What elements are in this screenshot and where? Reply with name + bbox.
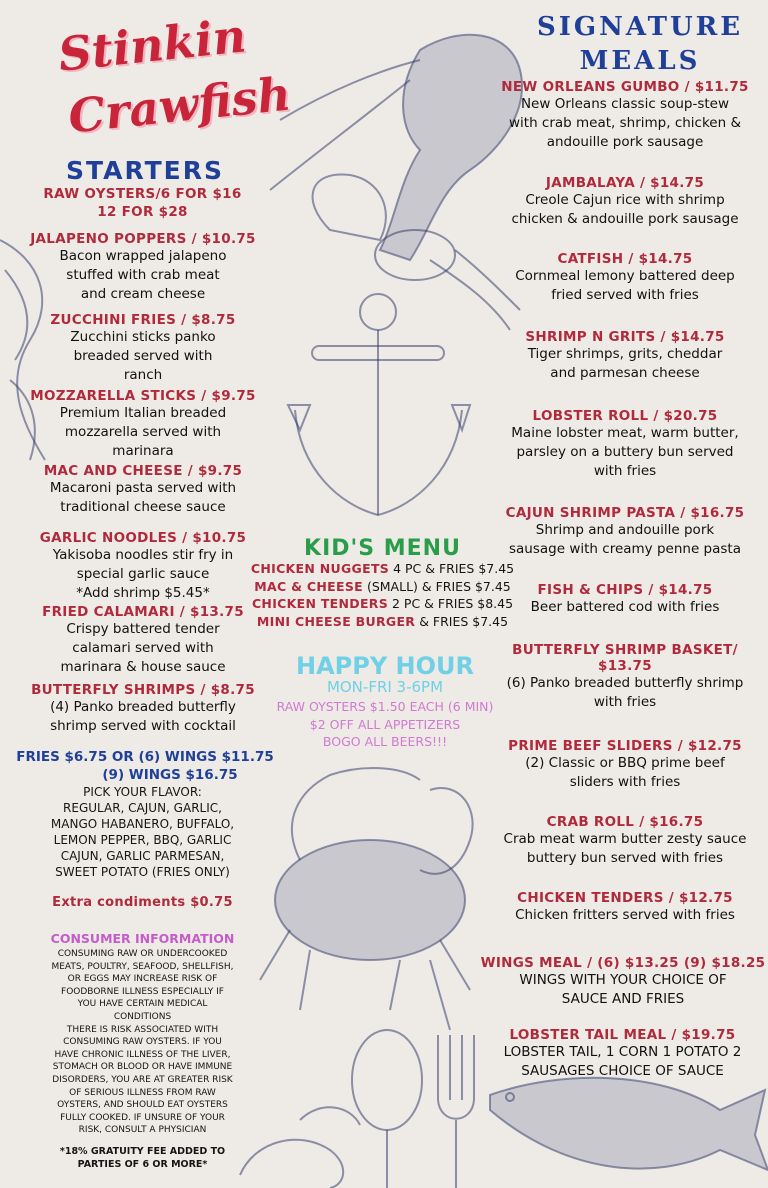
kids-menu-heading: KID'S MENU [304,536,461,561]
meal-lobster-roll [490,408,760,481]
starters-heading: STARTERS [66,156,224,185]
kids-item [240,595,525,613]
item-desc: stuffed with crab meat [66,267,220,283]
consumer-line: OR EGGS MAY INCREASE RISK OF [67,974,218,985]
fries-wings-line2: (9) WINGS $16.75 [102,767,238,783]
gratuity-line: PARTIES OF 6 OR MORE* [77,1159,208,1170]
crab-icon [260,768,473,1030]
item-title: BUTTERFLY SHRIMPS / $8.75 [31,682,255,698]
item-desc: New Orleans classic soup-stew [520,96,730,112]
item-title: LOBSTER TAIL MEAL / $19.75 [509,1027,736,1043]
item-desc: Macaroni pasta served with [49,480,237,496]
item-desc: sliders with fries [569,774,681,790]
kids-item-name: CHICKEN TENDERS [251,596,389,611]
consumer-info-heading: CONSUMER INFORMATION [50,931,235,946]
item-desc: Creole Cajun rice with shrimp [525,192,725,208]
consumer-line: CONSUMING RAW OR UNDERCOOKED [57,949,228,959]
consumer-line: STOMACH OR BLOOD OR HAVE IMMUNE [52,1062,233,1073]
item-title: PRIME BEEF SLIDERS / $12.75 [508,738,742,754]
meal-wings [478,955,768,1009]
kids-item-price: (SMALL) & FRIES $7.45 [362,578,511,594]
happy-hour-deal: RAW OYSTERS $1.50 EACH (6 MIN) [276,699,494,714]
consumer-line: HAVE CHRONIC ILLNESS OF THE LIVER, [54,1049,231,1060]
item-title: FRIED CALAMARI / $13.75 [42,604,244,620]
consumer-info-text [10,948,275,1137]
flavor-line: LEMON PEPPER, BBQ, GARLIC [53,833,232,847]
consumer-line: THERE IS RISK ASSOCIATED WITH [66,1024,219,1035]
kids-item-name: MINI CHEESE BURGER [256,613,416,629]
brand-logo-line2: Crawfish [65,66,294,144]
meal-catfish [490,251,760,305]
item-desc: parsley on a buttery bun served [516,444,734,460]
starter-jalapeno-poppers [18,231,268,304]
item-desc: sausage with creamy penne pasta [509,541,741,557]
kids-menu-list [240,560,525,630]
consumer-line: CONDITIONS [113,1011,172,1022]
kids-item-name: CHICKEN NUGGETS [250,561,390,576]
happy-hour-deal: $2 OFF ALL APPETIZERS [309,716,461,732]
item-desc: (6) Panko breaded butterfly shrimp [506,675,744,691]
item-desc: andouille pork sausage [546,134,704,150]
kids-item-price: 2 PC & FRIES $8.45 [388,596,514,611]
happy-hour-heading: HAPPY HOUR [295,652,475,680]
item-desc: marinara & house sauce [60,659,226,675]
item-desc: SAUSAGES CHOICE OF SAUCE [521,1063,724,1079]
item-desc: and parmesan cheese [550,365,700,381]
item-title: CHICKEN TENDERS / $12.75 [517,890,733,906]
item-desc: (4) Panko breaded butterfly [50,699,236,715]
item-desc: buttery bun served with fries [526,850,724,866]
item-desc: traditional cheese sauce [60,499,226,515]
item-desc: Yakisoba noodles stir fry in [52,547,234,563]
meal-new-orleans-gumbo [490,79,760,152]
item-desc: shrimp served with cocktail [50,718,236,734]
consumer-line: OF SERIOUS ILLNESS FROM RAW [69,1087,216,1098]
item-title: ZUCCHINI FRIES / $8.75 [50,312,236,328]
happy-hour-deals [250,698,520,751]
item-desc: Zucchini sticks panko [70,329,216,345]
meal-lobster-tail [480,1027,765,1081]
item-title: GARLIC NOODLES / $10.75 [39,530,247,546]
gratuity-note [10,1145,275,1171]
gratuity-line: *18% GRATUITY FEE ADDED TO [59,1146,226,1157]
item-title: LOBSTER ROLL / $20.75 [532,408,718,424]
consumer-line: RISK, CONSULT A PHYSICIAN [78,1125,207,1136]
item-desc: Bacon wrapped jalapeno [59,248,227,264]
item-desc: (2) Classic or BBQ prime beef [525,755,725,771]
kids-item [240,578,525,596]
consumer-line: MEATS, POULTRY, SEAFOOD, SHELLFISH, [51,961,234,972]
meal-butterfly-shrimp-basket [490,642,760,712]
consumer-line: CONSUMING RAW OYSTERS. IF YOU [63,1037,222,1048]
meal-crab-roll [480,814,768,868]
signature-heading-line1: SIGNATURE [536,12,744,42]
fries-wings-line1: FRIES $6.75 OR (6) WINGS $11.75 [16,749,274,765]
fish-icon [490,1078,768,1170]
kids-item [240,613,525,631]
consumer-line: FOODBORNE ILLNESS ESPECIALLY IF [61,986,224,997]
starter-zucchini-fries [18,312,268,385]
meal-fish-and-chips [490,582,760,617]
item-desc: chicken & andouille pork sausage [511,211,739,227]
item-desc: calamari served with [72,640,214,656]
flavor-line: PICK YOUR FLAVOR: [83,785,202,799]
item-desc: breaded served with [73,348,213,364]
starter-butterfly-shrimps [18,682,268,736]
consumer-line: FULLY COOKED. IF UNSURE OF YOUR [60,1112,225,1123]
item-desc: Crab meat warm butter zesty sauce [503,831,747,847]
item-title: BUTTERFLY SHRIMP BASKET/ [512,642,738,658]
starter-mac-and-cheese [18,463,268,517]
item-desc: Tiger shrimps, grits, cheddar [527,346,723,362]
item-title: MOZZARELLA STICKS / $9.75 [30,388,256,404]
item-desc: Beer battered cod with fries [530,599,720,615]
item-title: CAJUN SHRIMP PASTA / $16.75 [505,505,745,521]
item-desc: and cream cheese [80,286,206,302]
brand-logo-line1: Stinkin [55,8,249,82]
item-desc: Shrimp and andouille pork [535,522,715,538]
spoon-icon [352,1030,422,1188]
item-desc: WINGS WITH YOUR CHOICE OF [519,972,727,988]
consumer-line: DISORDERS, YOU ARE AT GREATER RISK [52,1074,233,1085]
happy-hour-days: MON-FRI 3-6PM [326,678,444,696]
item-desc: *Add shrimp $5.45* [76,585,210,601]
meal-jambalaya [490,175,760,229]
item-title: CATFISH / $14.75 [557,251,693,267]
item-desc: Cornmeal lemony battered deep [515,268,735,284]
item-title: SHRIMP N GRITS / $14.75 [525,329,725,345]
item-title: JALAPENO POPPERS / $10.75 [30,231,256,247]
item-title: MAC AND CHEESE / $9.75 [43,463,243,479]
meal-cajun-shrimp-pasta [490,505,760,559]
extra-condiments: Extra condiments $0.75 [52,895,233,910]
raw-oysters-line2: 12 FOR $28 [97,204,188,220]
item-desc: with crab meat, shrimp, chicken & [508,115,741,131]
item-desc: with fries [593,463,657,479]
signature-heading-line2: MEALS [579,46,701,76]
flavor-line: SWEET POTATO (FRIES ONLY) [55,865,230,879]
item-desc: ranch [123,367,163,383]
flavor-line: MANGO HABANERO, BUFFALO, [50,817,235,831]
anchor-icon [288,294,470,515]
item-desc: mozzarella served with [64,424,222,440]
item-title: FISH & CHIPS / $14.75 [537,582,713,598]
lobster-icon [270,35,522,330]
starter-fried-calamari [18,604,268,677]
item-desc: LOBSTER TAIL, 1 CORN 1 POTATO 2 [503,1044,742,1060]
kids-item-name: MAC & CHEESE [254,578,363,594]
item-desc: special garlic sauce [76,566,210,582]
kids-item-price: & FRIES $7.45 [415,613,509,629]
consumer-line: OYSTERS, AND SHOULD EAT OYSTERS [57,1100,228,1111]
item-title-price: $13.75 [598,658,652,674]
meal-chicken-tenders [490,890,760,925]
item-desc: marinara [112,443,174,459]
meal-shrimp-n-grits [490,329,760,383]
item-desc: Premium Italian breaded [59,405,227,421]
flavor-line: REGULAR, CAJUN, GARLIC, [63,801,222,815]
consumer-line: YOU HAVE CERTAIN MEDICAL [77,999,208,1010]
raw-oysters-line1: RAW OYSTERS/6 FOR $16 [43,186,242,202]
starter-mozzarella-sticks [18,388,268,461]
item-desc: fried served with fries [551,287,699,303]
item-title: NEW ORLEANS GUMBO / $11.75 [501,79,749,95]
flavor-list [10,784,275,880]
item-title: WINGS MEAL / (6) $13.25 (9) $18.25 [480,955,766,971]
item-title: JAMBALAYA / $14.75 [545,175,705,191]
fork-icon [438,1035,474,1188]
item-desc: Maine lobster meat, warm butter, [511,425,739,441]
meal-prime-beef-sliders [490,738,760,792]
starter-garlic-noodles [18,530,268,603]
item-desc: Crispy battered tender [66,621,220,637]
kids-item-price: 4 PC & FRIES $7.45 [389,561,515,576]
item-desc: with fries [593,694,657,710]
flavor-line: CAJUN, GARLIC PARMESAN, [60,849,225,863]
item-title: CRAB ROLL / $16.75 [546,814,704,830]
happy-hour-deal: BOGO ALL BEERS!!! [322,734,448,749]
item-desc: Chicken fritters served with fries [515,907,735,923]
kids-item [240,560,525,578]
item-desc: SAUCE AND FRIES [561,991,685,1007]
